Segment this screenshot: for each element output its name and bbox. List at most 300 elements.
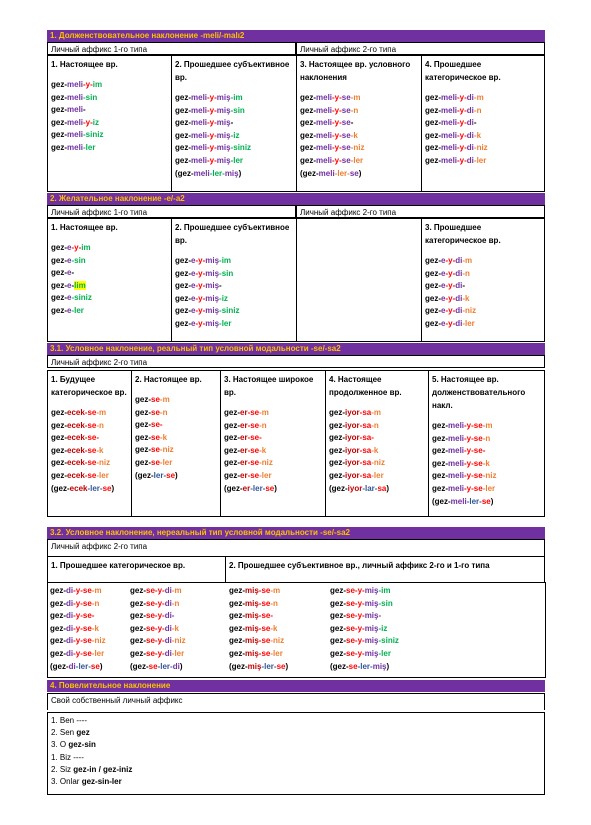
morpheme: e — [67, 243, 72, 252]
morpheme: -y- — [332, 105, 342, 115]
morpheme: -m — [96, 408, 107, 417]
morpheme: -ler — [91, 648, 105, 658]
morpheme: di — [466, 155, 474, 165]
morpheme: meli — [191, 143, 208, 153]
morpheme: meli — [191, 130, 208, 140]
morpheme: meli — [316, 143, 333, 153]
s2-col-4 — [421, 218, 545, 342]
morpheme: gez- — [330, 648, 346, 658]
morpheme: -m — [371, 408, 382, 417]
morpheme: di — [164, 623, 172, 633]
verb-form — [224, 483, 322, 496]
morpheme: - — [230, 118, 234, 128]
morpheme: gez- — [300, 155, 316, 165]
morpheme: se — [151, 395, 160, 404]
verb-form — [329, 407, 425, 420]
verb-form — [51, 432, 128, 445]
morpheme: gez- — [135, 407, 151, 417]
morpheme: meli — [441, 143, 458, 153]
s2-col-1-forms — [51, 242, 168, 318]
imperative-item — [51, 739, 541, 751]
morpheme: meli — [191, 105, 208, 115]
morpheme: -niz — [171, 636, 186, 646]
morpheme: -ler- — [334, 168, 350, 178]
verb-form — [175, 268, 293, 281]
verb-form — [175, 280, 293, 293]
morpheme: di — [466, 93, 474, 102]
morpheme: se — [346, 648, 355, 658]
morpheme: (gez- — [51, 483, 70, 493]
verb-form — [135, 407, 217, 420]
verb-form — [135, 419, 217, 432]
morpheme: -y- — [354, 598, 365, 608]
morpheme: -y- — [154, 586, 165, 595]
morpheme: se- — [473, 446, 486, 456]
morpheme: -se — [247, 470, 260, 480]
morpheme: -y- — [445, 268, 456, 278]
morpheme: -n — [462, 268, 470, 278]
morpheme: er — [240, 470, 248, 480]
morpheme: (gez- — [330, 661, 349, 671]
morpheme: miş — [216, 93, 231, 102]
s32-col-4-forms — [330, 585, 399, 673]
verb-form — [432, 445, 541, 458]
morpheme: gez- — [50, 623, 66, 633]
imperative-item — [51, 764, 541, 776]
morpheme: meli — [441, 130, 458, 140]
morpheme: meli — [448, 433, 465, 443]
morpheme: -m — [171, 586, 182, 595]
verb-form — [425, 293, 541, 306]
morpheme: gez- — [50, 598, 66, 608]
morpheme: -m — [259, 408, 269, 417]
morpheme: se- — [151, 420, 163, 430]
s2-col-4-forms — [425, 255, 541, 331]
morpheme: -y- — [154, 623, 165, 633]
morpheme: miş — [247, 661, 262, 671]
verb-form — [51, 292, 168, 305]
verb-form — [175, 142, 293, 155]
verb-form — [135, 394, 217, 407]
s31-col-2 — [131, 370, 221, 517]
morpheme: gez- — [51, 130, 67, 140]
verb-form — [329, 457, 425, 470]
verb-form — [135, 470, 217, 483]
morpheme: -niz — [259, 458, 273, 468]
morpheme: -k — [371, 445, 379, 455]
morpheme: -siniz — [71, 293, 92, 303]
morpheme: gez- — [51, 243, 67, 252]
morpheme: ecek — [67, 445, 85, 455]
morpheme: gez- — [329, 445, 345, 455]
morpheme: miş — [245, 586, 259, 595]
morpheme: -m — [482, 421, 493, 430]
morpheme: -y- — [464, 471, 474, 481]
morpheme: -n — [270, 598, 278, 608]
morpheme: -n — [91, 598, 100, 608]
verb-form — [175, 305, 293, 318]
verb-form — [51, 305, 168, 318]
morpheme: -ler- — [209, 168, 225, 178]
morpheme: -ler — [350, 155, 364, 165]
s2-col-4-title: 3. Прошедшее категорическое вр. — [425, 223, 501, 245]
morpheme: miş — [372, 661, 387, 671]
morpheme: e — [67, 280, 72, 290]
verb-form — [330, 661, 399, 674]
morpheme: miş- — [364, 611, 382, 621]
verb-form — [130, 610, 186, 623]
verb-form — [130, 598, 186, 611]
morpheme: gez- — [329, 458, 345, 468]
morpheme: se — [346, 623, 355, 633]
morpheme: gez- — [50, 611, 66, 621]
morpheme: -sin — [71, 255, 86, 265]
morpheme: e — [441, 256, 446, 265]
morpheme: meli — [193, 168, 210, 178]
imperative-item-part: 1. Biz ---- — [51, 752, 84, 762]
verb-form — [229, 623, 288, 636]
verb-form — [51, 104, 168, 117]
morpheme: meli — [67, 105, 84, 115]
morpheme: gez- — [130, 598, 146, 608]
morpheme: er — [240, 458, 248, 468]
morpheme: -y- — [207, 143, 217, 153]
morpheme: gez- — [175, 318, 191, 328]
morpheme: -ler — [83, 142, 96, 152]
morpheme: gez- — [229, 636, 245, 646]
morpheme: se — [151, 457, 160, 467]
verb-form — [330, 598, 399, 611]
morpheme: -m — [159, 395, 170, 404]
s1-col-2 — [171, 55, 297, 192]
morpheme: -y- — [445, 306, 456, 316]
s4-affix-type: Свой собственный личный аффикс — [47, 693, 545, 710]
morpheme: gez- — [330, 586, 346, 595]
morpheme: -m — [270, 586, 281, 595]
morpheme: miş — [364, 623, 379, 633]
s31-affix-type: Личный аффикс 2-го типа — [47, 355, 545, 368]
morpheme: -ler — [378, 648, 391, 658]
morpheme: -ler — [71, 305, 84, 315]
verb-form — [330, 623, 399, 636]
s1-affix-type-1: Личный аффикс 1-го типа — [47, 42, 296, 55]
s1-col-2-title: 2. Прошедшее субъективное вр. — [175, 60, 290, 82]
verb-form — [432, 433, 541, 446]
s31-col-1-forms — [51, 407, 128, 495]
morpheme: -y- — [332, 130, 342, 140]
s32-col-2-forms — [130, 585, 186, 673]
verb-form — [175, 130, 293, 143]
morpheme: se — [341, 118, 351, 128]
morpheme: (gez- — [432, 496, 451, 506]
morpheme: -niz — [96, 458, 111, 468]
morpheme: -se — [258, 648, 271, 658]
morpheme: gez- — [425, 306, 441, 316]
morpheme: meli — [316, 130, 333, 140]
morpheme: gez- — [51, 268, 67, 278]
imperative-item — [51, 727, 541, 739]
morpheme: -niz — [270, 636, 285, 646]
morpheme: -sin — [83, 92, 98, 102]
morpheme: im — [92, 80, 103, 89]
s1-col-4-title: 4. Прошедшее категорическое вр. — [425, 60, 501, 82]
morpheme: ) — [285, 661, 289, 671]
morpheme: gez- — [432, 458, 448, 468]
morpheme: se — [348, 661, 358, 671]
morpheme: e — [191, 306, 196, 316]
morpheme: -ler — [230, 155, 244, 165]
morpheme: se — [346, 636, 355, 646]
morpheme: -k — [159, 432, 168, 442]
morpheme: miş — [205, 306, 220, 316]
imperative-item-part: 2. Sen — [51, 728, 77, 738]
morpheme: miş — [205, 318, 220, 328]
morpheme: meli — [318, 168, 335, 178]
s1-col-3 — [296, 55, 422, 192]
morpheme: gez- — [330, 623, 346, 633]
morpheme: gez- — [175, 281, 191, 291]
morpheme: ecek — [67, 433, 85, 443]
verb-form — [51, 255, 168, 268]
morpheme: gez- — [135, 395, 151, 404]
morpheme: gez- — [51, 408, 67, 417]
morpheme: iyor — [345, 408, 360, 417]
morpheme: miş — [216, 143, 231, 153]
morpheme: -sin — [230, 105, 245, 115]
morpheme: miş — [245, 636, 259, 646]
verb-form — [51, 457, 128, 470]
morpheme: se — [146, 648, 155, 658]
morpheme: meli — [67, 142, 84, 152]
s1-col-3-title: 3. Настоящее вр. условного наклонения — [300, 60, 411, 82]
morpheme: meli — [441, 118, 458, 128]
morpheme: -y- — [83, 80, 93, 89]
morpheme: gez- — [51, 280, 67, 290]
verb-form — [224, 470, 322, 483]
morpheme: di — [172, 661, 180, 671]
s2-col-2-title: 2. Прошедшее субъективное вр. — [175, 223, 290, 245]
morpheme: gez- — [51, 470, 67, 480]
morpheme: -y- — [464, 458, 474, 468]
verb-form — [175, 105, 293, 118]
morpheme: -y- — [207, 155, 217, 165]
morpheme: -y- — [73, 623, 83, 633]
morpheme: -se — [258, 636, 271, 646]
morpheme: se- — [82, 611, 95, 621]
morpheme: -niz — [371, 458, 386, 468]
morpheme: gez- — [425, 256, 441, 265]
morpheme: gez- — [130, 611, 146, 621]
morpheme: - — [83, 105, 86, 115]
morpheme: gez- — [300, 93, 316, 102]
morpheme: ) — [238, 168, 242, 178]
morpheme: -se — [84, 458, 97, 468]
morpheme: se — [102, 483, 112, 493]
morpheme: -sa — [359, 470, 372, 480]
morpheme: -sa — [359, 420, 372, 430]
morpheme: gez- — [229, 598, 245, 608]
morpheme: -y- — [445, 318, 456, 328]
morpheme: gez- — [229, 648, 245, 658]
morpheme: -sin — [378, 598, 393, 608]
morpheme: (gez- — [175, 168, 194, 178]
morpheme: -k — [270, 623, 278, 633]
morpheme: -se — [84, 470, 97, 480]
morpheme: iyor — [345, 420, 360, 430]
morpheme: gez- — [51, 458, 67, 468]
morpheme: -y- — [332, 93, 342, 102]
morpheme: -sa- — [359, 433, 374, 443]
morpheme: gez- — [432, 421, 448, 430]
morpheme: -ler — [462, 318, 475, 328]
morpheme: gez- — [175, 143, 191, 153]
morpheme: di — [455, 281, 463, 291]
morpheme: -y- — [445, 293, 456, 303]
morpheme: ) — [490, 496, 494, 506]
morpheme: e — [441, 268, 446, 278]
morpheme: gez- — [175, 155, 191, 165]
morpheme: -y- — [464, 433, 474, 443]
s2-col-1 — [47, 218, 172, 342]
morpheme: gez- — [224, 433, 240, 443]
morpheme: - — [462, 281, 466, 291]
verb-form — [51, 445, 128, 458]
s32-forms-box — [47, 582, 546, 678]
verb-form — [425, 255, 541, 268]
verb-form — [432, 483, 541, 496]
morpheme: - — [71, 280, 75, 290]
verb-form — [130, 585, 186, 598]
morpheme: se — [346, 586, 355, 595]
morpheme: se — [473, 421, 483, 430]
morpheme: -siniz — [83, 130, 104, 140]
morpheme: -y- — [154, 611, 165, 621]
morpheme: gez- — [175, 306, 191, 316]
imperative-item-part: gez-in / gez-iniz — [73, 764, 133, 774]
s1-col-1 — [47, 55, 172, 192]
morpheme: -iz — [230, 130, 240, 140]
morpheme: miş — [216, 105, 231, 115]
s1-affix-type-2: Личный аффикс 2-го типа — [296, 42, 545, 55]
section-1-header: 1. Долженствовательное наклонение -meli/-malı2 — [47, 30, 545, 42]
morpheme: -y- — [457, 105, 467, 115]
morpheme: -n — [482, 433, 491, 443]
morpheme: miş — [364, 586, 379, 595]
morpheme: ecek — [69, 483, 88, 493]
morpheme: gez- — [175, 268, 191, 278]
morpheme: meli — [316, 93, 333, 102]
morpheme: -niz — [473, 143, 488, 153]
morpheme: -y- — [195, 293, 206, 303]
morpheme: gez- — [330, 611, 346, 621]
morpheme: -ler — [159, 457, 173, 467]
s32-affix-type: Личный аффикс 2-го типа — [47, 539, 545, 556]
morpheme: - — [473, 118, 477, 128]
morpheme: gez- — [432, 433, 448, 443]
morpheme: meli — [191, 155, 208, 165]
morpheme: -niz — [91, 636, 106, 646]
imperative-list — [47, 712, 545, 795]
morpheme: e — [441, 306, 446, 316]
morpheme: meli — [67, 130, 84, 140]
morpheme: gez- — [224, 458, 240, 468]
morpheme: ) — [111, 483, 115, 493]
morpheme: di — [68, 661, 76, 671]
morpheme: -niz — [482, 471, 497, 481]
morpheme: ) — [274, 483, 277, 493]
verb-form — [229, 661, 288, 674]
verb-form — [51, 470, 128, 483]
verb-form — [51, 242, 168, 255]
morpheme: se — [341, 143, 351, 153]
verb-form — [300, 92, 418, 105]
morpheme: miş — [364, 636, 379, 646]
morpheme: gez- — [224, 445, 240, 455]
verb-form — [224, 432, 322, 445]
verb-form — [300, 155, 418, 168]
morpheme: se — [473, 483, 483, 493]
morpheme: di — [164, 586, 172, 595]
morpheme: -se — [84, 445, 97, 455]
s31-col-4 — [325, 370, 429, 517]
morpheme: gez- — [300, 143, 316, 153]
morpheme: iyor — [345, 445, 360, 455]
morpheme: gez- — [175, 293, 191, 303]
morpheme: -se — [258, 586, 271, 595]
section-2-header: 2. Желательное наклонение -e/-a2 — [47, 193, 545, 205]
morpheme: iyor — [345, 458, 360, 468]
morpheme: e — [191, 256, 196, 265]
morpheme: -m — [350, 93, 361, 102]
morpheme: se — [151, 407, 160, 417]
s1-col-3-forms — [300, 92, 418, 180]
verb-form — [135, 444, 217, 457]
morpheme: gez- — [425, 93, 441, 102]
morpheme: -y- — [195, 268, 206, 278]
morpheme: di — [455, 256, 463, 265]
verb-form — [229, 598, 288, 611]
morpheme: gez- — [175, 93, 191, 102]
verb-form — [425, 318, 541, 331]
morpheme: (gez- — [229, 661, 248, 671]
imperative-item-part: gez — [76, 728, 90, 738]
morpheme: -k — [91, 623, 99, 633]
morpheme: di — [66, 623, 74, 633]
s32-title-2-text: 2. Прошедшее субъективное вр., личный аффикс 2-го и 1-го типа — [229, 561, 490, 570]
morpheme: gez- — [425, 281, 441, 291]
verb-form — [130, 635, 186, 648]
morpheme: gez- — [229, 623, 245, 633]
s2-col-3-empty — [296, 218, 422, 342]
morpheme: ecek — [67, 458, 85, 468]
morpheme: -sa — [359, 458, 372, 468]
verb-form — [300, 117, 418, 130]
verb-form — [51, 483, 128, 496]
morpheme: -y- — [195, 256, 206, 265]
morpheme: iyor — [345, 470, 360, 480]
morpheme: e — [441, 293, 446, 303]
morpheme: meli — [441, 93, 458, 102]
morpheme: se — [341, 155, 351, 165]
morpheme: di — [466, 143, 474, 153]
morpheme: -lar- — [362, 483, 378, 493]
verb-form — [51, 129, 168, 142]
morpheme: iz — [92, 117, 100, 127]
morpheme: ) — [358, 168, 362, 178]
verb-form — [329, 420, 425, 433]
morpheme: ecek — [67, 470, 85, 480]
morpheme: -se- — [247, 433, 262, 443]
